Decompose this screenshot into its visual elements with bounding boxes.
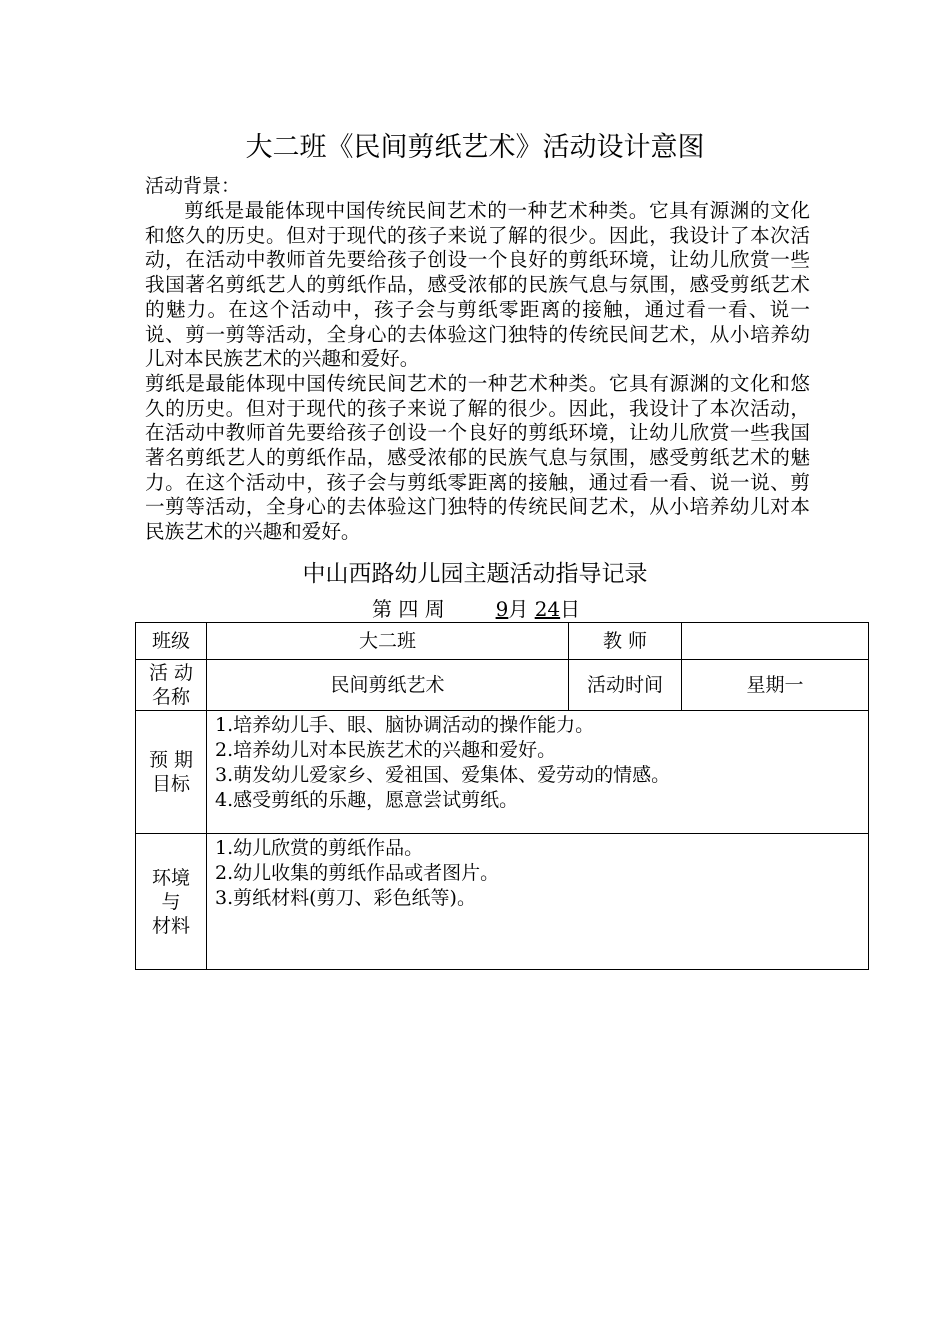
activity-name-value: 民间剪纸艺术 [207, 660, 569, 711]
materials-label: 环境 与 材料 [136, 834, 207, 970]
week-date-line [372, 595, 580, 623]
day-value: 24 [534, 597, 561, 621]
list-item: 1.幼儿欣赏的剪纸作品。 [215, 837, 424, 859]
activity-record-table [135, 622, 869, 970]
list-item: 2.幼儿收集的剪纸作品或者图片。 [215, 862, 500, 884]
list-item: 3.萌发幼儿爱家乡、爱祖国、爱集体、爱劳动的情感。 [215, 764, 671, 786]
activity-time-label: 活动时间 [569, 660, 682, 711]
class-value: 大二班 [207, 623, 569, 660]
activity-name-label: 活 动 名称 [136, 660, 207, 711]
class-label: 班级 [136, 623, 207, 660]
list-item: 2.培养幼儿对本民族艺术的兴趣和爱好。 [215, 739, 557, 761]
table-row [136, 711, 869, 834]
table-row [136, 834, 869, 970]
record-title: 中山西路幼儿园主题活动指导记录 [302, 561, 648, 587]
month-value: 9 [495, 597, 509, 621]
teacher-value [682, 623, 869, 660]
list-item: 4.感受剪纸的乐趣，愿意尝试剪纸。 [215, 789, 519, 811]
month-unit: 月 [508, 597, 529, 621]
background-text [145, 199, 810, 545]
list-item: 3.剪纸材料(剪刀、彩色纸等)。 [215, 887, 476, 909]
goals-list [207, 711, 869, 834]
activity-time-value: 星期一 [682, 660, 869, 711]
document-title: 大二班《民间剪纸艺术》活动设计意图 [245, 132, 705, 163]
list-item: 1.培养幼儿手、眼、脑协调活动的操作能力。 [215, 714, 595, 736]
table-row [136, 660, 869, 711]
teacher-label: 教 师 [569, 623, 682, 660]
goals-label: 预 期 目标 [136, 711, 207, 834]
background-paragraph-2: 剪纸是最能体现中国传统民间艺术的一种艺术种类。它具有源渊的文化和悠久的历史。但对于现代的孩子来说了解的很少。因此，我设计了本次活动，在活动中教师首先要给孩子创设一个良好的剪纸环境，让幼儿欣赏一些我国著名剪纸艺人的剪纸作品，感受浓郁的民族气息与氛围，感受剪纸艺术的魅力。在这个活动中，孩子会与剪纸零距离的接触，通过看一看、说一说、剪一剪等活动，全身心的去体验这门独特的传统民间艺术，从小培养幼儿对本民族艺术的兴趣和爱好。 [145, 371, 810, 544]
materials-list [207, 834, 869, 970]
week-label: 第 四 周 [372, 597, 445, 621]
background-label: 活动背景： [145, 175, 241, 197]
background-paragraph-1: 剪纸是最能体现中国传统民间艺术的一种艺术种类。它具有源渊的文化和悠久的历史。但对于现代的孩子来说了解的很少。因此，我设计了本次活动，在活动中教师首先要给孩子创设一个良好的剪纸环境，让幼儿欣赏一些我国著名剪纸艺人的剪纸作品，感受浓郁的民族气息与氛围，感受剪纸艺术的魅力。在这个活动中，孩子会与剪纸零距离的接触，通过看一看、说一说、剪一剪等活动，全身心的去体验这门独特的传统民间艺术，从小培养幼儿对本民族艺术的兴趣和爱好。 [145, 199, 810, 371]
table-row [136, 623, 869, 660]
day-unit: 日 [560, 597, 581, 621]
